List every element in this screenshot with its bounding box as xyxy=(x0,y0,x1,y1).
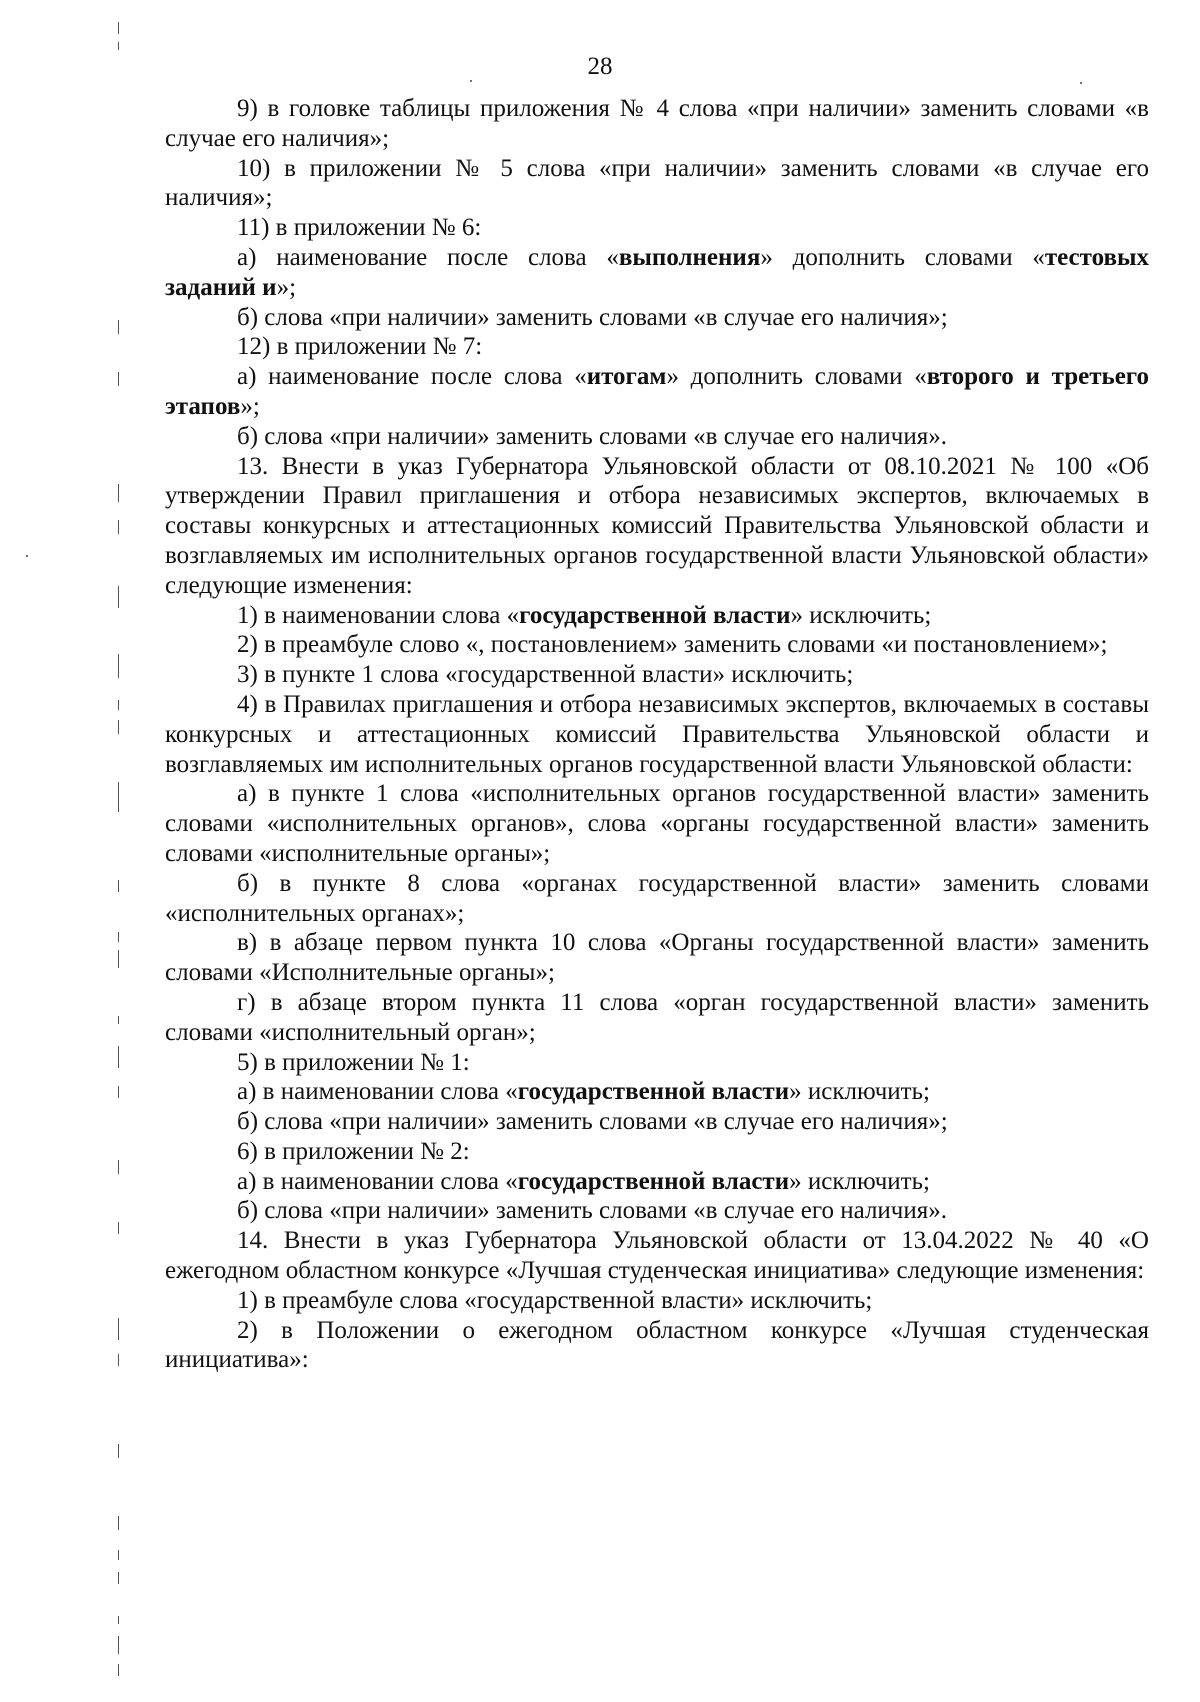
scan-tick xyxy=(118,1516,119,1530)
section-14-paragraph: 14. Внести в указ Губернатора Ульяновской области от 13.04.2022 № 40 «О ежегодном областном конкурсе «Лучшая студенческая инициатива» следующие изменения: xyxy=(165,1227,1149,1285)
scan-tick xyxy=(118,950,119,968)
section-13-item-5a-paragraph: а) в наименовании слова «государственной власти» исключить; xyxy=(237,1078,930,1106)
item-11a-paragraph: а) наименование после слова «выполнения» дополнить словами «тестовых заданий и»; xyxy=(165,243,1150,301)
section-13-item-5b-paragraph: б) слова «при наличии» заменить словами «в случае его наличия»; xyxy=(237,1108,948,1136)
item-12a-paragraph: а) наименование после слова «итогам» дополнить словами «второго и третьего этапов»; xyxy=(165,363,1150,420)
section-13-item-1-paragraph: 1) в наименовании слова «государственной власти» исключить; xyxy=(237,601,932,629)
scan-tick xyxy=(118,42,119,50)
page-number: 28 xyxy=(587,53,613,80)
item-9-paragraph: 9) в головке таблицы приложения № 4 слова «при наличии» заменить словами «в случае его наличия»; xyxy=(165,95,1149,152)
section-13-item-3-paragraph: 3) в пункте 1 слова «государственной власти» исключить; xyxy=(237,661,854,689)
item-11b-paragraph: б) слова «при наличии» заменить словами «в случае его наличия»; xyxy=(237,303,948,331)
section-13-item-6b-paragraph: б) слова «при наличии» заменить словами «в случае его наличия». xyxy=(237,1197,948,1225)
scan-tick xyxy=(118,22,119,34)
item-12-paragraph: 12) в приложении № 7: xyxy=(237,333,483,361)
section-13-paragraph: 13. Внести в указ Губернатора Ульяновской области от 08.10.2021 № 100 «Об утверждении Правил приглашения и отбора независимых экспертов, включаемых в составы конкурсных и аттестационных комиссий Правительства Ульяновской области и возглавляемых им исполнительных органов государственной власти Ульяновской области» следующие изменения: xyxy=(165,452,1149,599)
section-14-item-1-paragraph: 1) в преамбуле слова «государственной власти» исключить; xyxy=(237,1286,873,1314)
scan-margin-marks xyxy=(118,0,124,1702)
scan-tick xyxy=(118,932,119,942)
section-13-item-4-paragraph: 4) в Правилах приглашения и отбора независимых экспертов, включаемых в составы конкурсных и аттестационных комиссий Правительства Ульяновской области и возглавляемых им исполнительных органов государственной власти Ульяновской области: xyxy=(165,690,1149,778)
scan-speck xyxy=(470,80,472,82)
item-10-paragraph: 10) в приложении № 5 слова «при наличии» заменить словами «в случае его наличия»; xyxy=(165,154,1149,212)
scan-tick xyxy=(118,1664,119,1676)
scan-tick xyxy=(118,1046,119,1068)
scan-tick xyxy=(118,1572,119,1584)
scan-tick xyxy=(118,700,119,710)
scan-tick xyxy=(118,782,119,812)
scan-tick xyxy=(118,1016,119,1024)
section-13-item-6-paragraph: 6) в приложении № 2: xyxy=(237,1137,470,1165)
section-13-item-4a-paragraph: а) в пункте 1 слова «исполнительных органов государственной власти» заменить словами «исполнительных органов», слова «органы государственной власти» заменить словами «исполнительные органы»; xyxy=(165,780,1149,867)
scan-tick xyxy=(118,320,119,334)
section-13-item-2-paragraph: 2) в преамбуле слово «, постановлением» заменить словами «и постановлением»; xyxy=(237,631,1108,659)
section-13-item-4c-paragraph: в) в абзаце первом пункта 10 слова «Органы государственной власти» заменить словами «Исполнительные органы»; xyxy=(165,929,1149,987)
scan-speck xyxy=(1080,82,1082,84)
scan-tick xyxy=(118,720,119,734)
section-13-item-6a-paragraph: а) в наименовании слова «государственной власти» исключить; xyxy=(237,1167,930,1195)
item-11-paragraph: 11) в приложении № 6: xyxy=(237,214,482,242)
scan-tick xyxy=(118,1086,119,1098)
section-13-item-5-paragraph: 5) в приложении № 1: xyxy=(237,1048,470,1076)
scan-tick xyxy=(118,520,119,534)
scan-tick xyxy=(118,372,119,386)
section-14-item-2-paragraph: 2) в Положении о ежегодном областном конкурсе «Лучшая студенческая инициатива»: xyxy=(165,1316,1149,1374)
item-12b-paragraph: б) слова «при наличии» заменить словами «в случае его наличия». xyxy=(237,422,948,450)
scan-tick xyxy=(118,586,119,608)
scan-tick xyxy=(118,1160,119,1174)
scan-tick xyxy=(118,484,119,502)
scan-tick xyxy=(118,880,119,892)
scan-tick xyxy=(118,1616,119,1624)
scan-tick xyxy=(118,1550,119,1560)
section-13-item-4b-paragraph: б) в пункте 8 слова «органах государственной власти» заменить словами «исполнительных органах»; xyxy=(165,869,1149,927)
scan-tick xyxy=(118,1444,119,1458)
scan-tick xyxy=(118,1354,119,1366)
scan-tick xyxy=(118,654,119,678)
document-body xyxy=(165,94,1149,1375)
scan-speck xyxy=(26,555,28,557)
scan-tick xyxy=(118,1222,119,1234)
scan-tick xyxy=(118,1636,119,1654)
scan-tick xyxy=(118,1318,119,1340)
section-13-item-4d-paragraph: г) в абзаце втором пункта 11 слова «орган государственной власти» заменить словами «исполнительный орган»; xyxy=(165,988,1149,1046)
